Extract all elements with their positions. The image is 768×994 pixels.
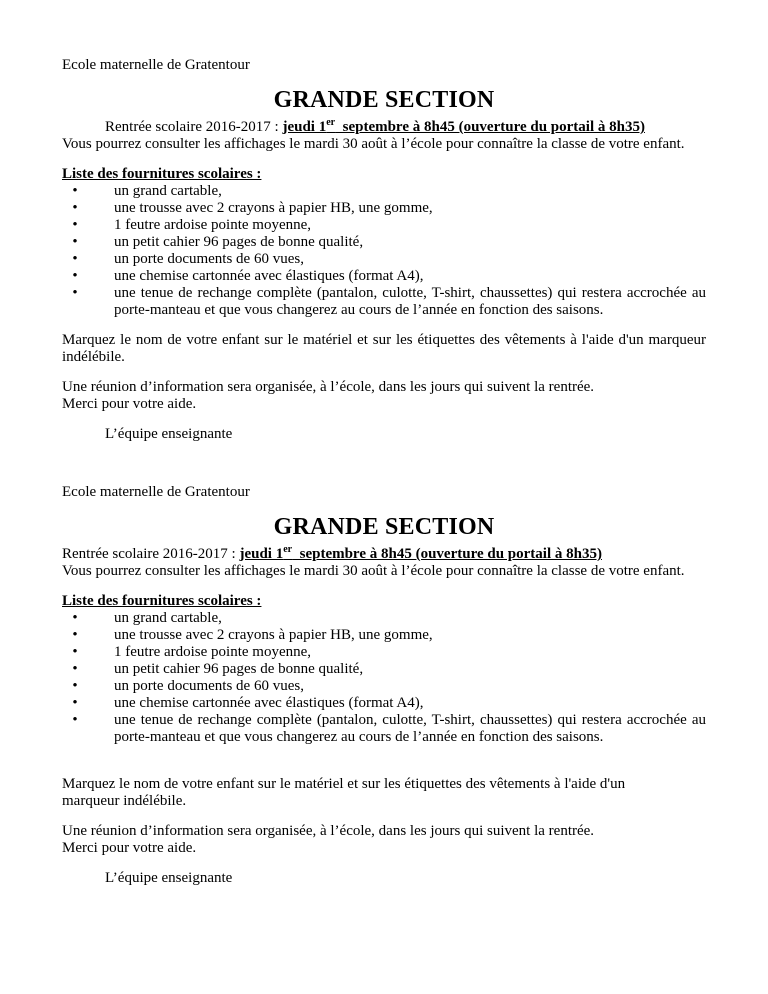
rentree-rest: septembre à 8h45 (ouverture du portail à 8h35): [335, 119, 645, 135]
notice-block-2: [62, 484, 706, 887]
list-item: [72, 234, 706, 251]
bullet-icon: •: [72, 217, 78, 233]
list-item-text: un porte documents de 60 vues,: [114, 678, 304, 694]
list-item: [72, 200, 706, 217]
marquez-text: Marquez le nom de votre enfant sur le matériel et sur les étiquettes des vêtements à l'aide d'un marqueur indélébile.: [62, 776, 626, 809]
list-item-text: une trousse avec 2 crayons à papier HB, une gomme,: [114, 200, 433, 216]
school-name: Ecole maternelle de Gratentour: [62, 57, 250, 73]
affichage-text: Vous pourrez consulter les affichages le mardi 30 août à l’école pour connaître la classe de votre enfant.: [62, 563, 685, 579]
section-title: GRANDE SECTION: [273, 514, 495, 540]
list-item: [72, 627, 706, 644]
list-title: Liste des fournitures scolaires :: [62, 593, 262, 609]
bullet-icon: •: [72, 644, 78, 660]
list-item-text: 1 feutre ardoise pointe moyenne,: [114, 644, 312, 660]
list-item-text: une tenue de rechange complète (pantalon, culotte, T-shirt, chaussettes) qui restera accrochée au porte-manteau et que vous changerez au cours de l’année en fonction des saisons.: [114, 712, 706, 745]
bullet-icon: •: [72, 200, 78, 216]
rentree-date: [239, 546, 602, 562]
section-title: GRANDE SECTION: [273, 87, 495, 113]
rentree-sup: er: [326, 117, 336, 128]
merci-text: Merci pour votre aide.: [62, 840, 197, 856]
list-item: [72, 285, 706, 319]
list-item: [72, 251, 706, 268]
bullet-icon: •: [72, 268, 78, 284]
rentree-line: [62, 119, 706, 136]
bullet-icon: •: [72, 678, 78, 694]
rentree-day: jeudi 1: [239, 546, 284, 562]
rentree-day: jeudi 1: [282, 119, 327, 135]
bullet-icon: •: [72, 712, 78, 728]
list-item: [72, 678, 706, 695]
bullet-icon: •: [72, 627, 78, 643]
merci-text: Merci pour votre aide.: [62, 396, 197, 412]
rentree-rest: septembre à 8h45 (ouverture du portail à 8h35): [292, 546, 602, 562]
notice-block-1: [62, 57, 706, 443]
list-item: [72, 217, 706, 234]
list-item-text: un grand cartable,: [114, 183, 222, 199]
reunion-text: Une réunion d’information sera organisée, à l’école, dans les jours qui suivent la rentrée.: [62, 823, 595, 839]
list-title: Liste des fournitures scolaires :: [62, 166, 262, 182]
bullet-icon: •: [72, 661, 78, 677]
list-item: [72, 695, 706, 712]
bullet-icon: •: [72, 183, 78, 199]
list-item-text: un petit cahier 96 pages de bonne qualité,: [114, 661, 364, 677]
bullet-icon: •: [72, 695, 78, 711]
rentree-sup: er: [283, 544, 293, 555]
list-item: [72, 644, 706, 661]
list-item-text: un porte documents de 60 vues,: [114, 251, 304, 267]
rentree-prefix: Rentrée scolaire 2016-2017 :: [62, 546, 240, 562]
list-item-text: une chemise cartonnée avec élastiques (format A4),: [114, 268, 424, 284]
affichage-text: Vous pourrez consulter les affichages le mardi 30 août à l’école pour connaître la classe de votre enfant.: [62, 136, 685, 152]
list-item-text: 1 feutre ardoise pointe moyenne,: [114, 217, 312, 233]
rentree-prefix: Rentrée scolaire 2016-2017 :: [105, 119, 283, 135]
list-item-text: une tenue de rechange complète (pantalon, culotte, T-shirt, chaussettes) qui restera accrochée au porte-manteau et que vous changerez au cours de l’année en fonction des saisons.: [114, 285, 706, 318]
bullet-icon: •: [72, 610, 78, 626]
supplies-list: [62, 610, 706, 746]
bullet-icon: •: [72, 234, 78, 250]
list-item-text: un petit cahier 96 pages de bonne qualité,: [114, 234, 364, 250]
list-item: [72, 610, 706, 627]
list-item-text: un grand cartable,: [114, 610, 222, 626]
list-item: [72, 661, 706, 678]
rentree-date: [282, 119, 645, 135]
bullet-icon: •: [72, 285, 78, 301]
supplies-list: [62, 183, 706, 319]
list-item-text: une trousse avec 2 crayons à papier HB, une gomme,: [114, 627, 433, 643]
list-item: [72, 712, 706, 746]
bullet-icon: •: [72, 251, 78, 267]
list-item-text: une chemise cartonnée avec élastiques (format A4),: [114, 695, 424, 711]
list-item: [72, 183, 706, 200]
school-name: Ecole maternelle de Gratentour: [62, 484, 250, 500]
marquez-text: Marquez le nom de votre enfant sur le matériel et sur les étiquettes des vêtements à l'aide d'un marqueur indélébile.: [62, 332, 706, 365]
reunion-text: Une réunion d’information sera organisée, à l’école, dans les jours qui suivent la rentrée.: [62, 379, 595, 395]
signature: L’équipe enseignante: [105, 426, 233, 442]
signature: L’équipe enseignante: [105, 870, 233, 886]
list-item: [72, 268, 706, 285]
rentree-line: [62, 546, 706, 563]
